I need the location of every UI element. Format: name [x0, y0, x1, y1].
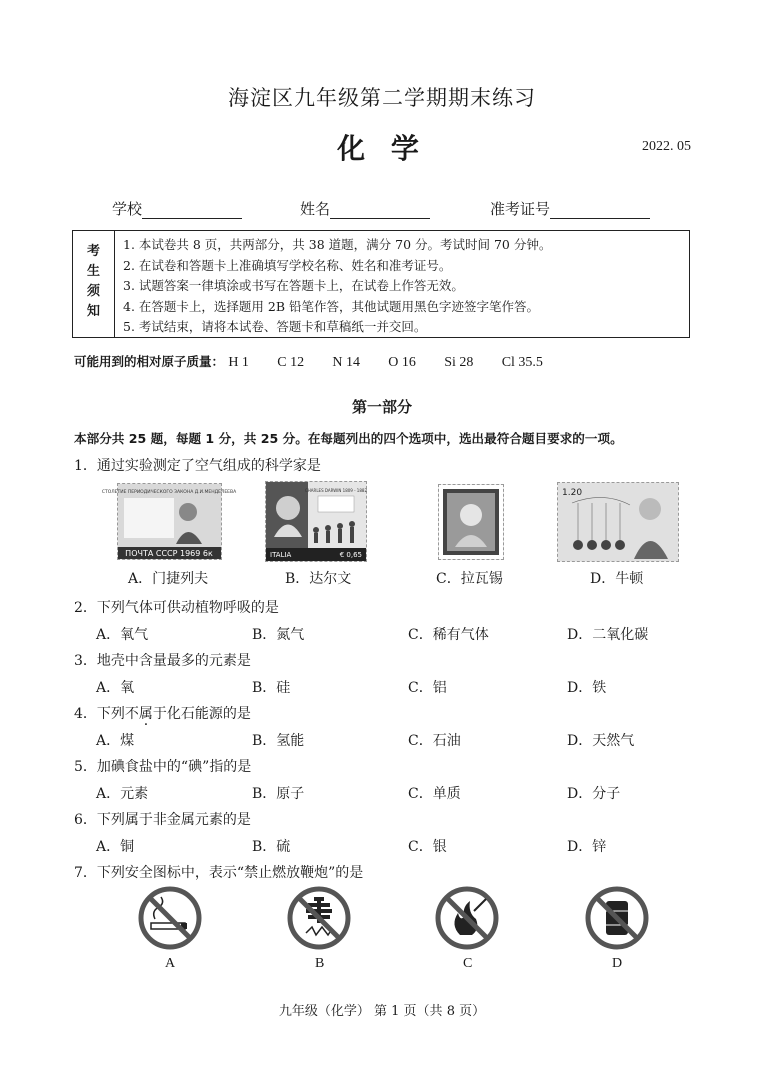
- exam-id-field[interactable]: [490, 198, 650, 219]
- question-stem: 1．通过实验测定了空气组成的科学家是: [74, 458, 321, 474]
- atomic-masses: [74, 352, 567, 371]
- candidate-notice-box: [72, 230, 690, 338]
- stamp-caption: 1.20: [562, 488, 583, 498]
- answer-option[interactable]: C．单质: [408, 786, 461, 802]
- answer-option[interactable]: A: [165, 956, 176, 971]
- notice-item: 1. 本试卷共 8 页，共两部分，共 38 道题，满分 70 分。考试时间 70 分钟。: [123, 237, 552, 252]
- no-open-flame-sign-icon[interactable]: [434, 885, 500, 951]
- lavoisier-stamp-image: [438, 484, 504, 560]
- atomic-mass: Cl 35.5: [501, 355, 543, 370]
- question-stem: 3．地壳中含量最多的元素是: [74, 653, 251, 669]
- darwin-stamp-image: [265, 481, 367, 562]
- name-label: 姓名: [300, 200, 331, 218]
- school-field[interactable]: [112, 198, 242, 219]
- school-label: 学校: [112, 200, 143, 218]
- newton-stamp-image: [557, 482, 679, 562]
- question-stem: 7．下列安全图标中，表示“禁止燃放鞭炮”的是: [74, 865, 364, 881]
- notice-label-char: 生: [86, 264, 100, 279]
- notice-label-char: 须: [86, 284, 100, 299]
- answer-option[interactable]: C．稀有气体: [408, 627, 489, 643]
- answer-option[interactable]: A．铜: [96, 839, 135, 855]
- question-stem: 5．加碘食盐中的“碘”指的是: [74, 759, 252, 775]
- notice-item: 4. 在答题卡上，选择题用 2B 铅笔作答，其他试题用黑色字迹签字笔作答。: [123, 298, 539, 314]
- answer-option[interactable]: D．天然气: [567, 733, 635, 749]
- answer-option[interactable]: D．锌: [567, 839, 607, 855]
- answer-option[interactable]: B．硅: [252, 680, 291, 696]
- notice-label-char: 知: [86, 304, 100, 319]
- atomic-mass: N 14: [332, 355, 360, 370]
- answer-option[interactable]: A．氧气: [96, 627, 149, 643]
- atomic-mass: C 12: [277, 355, 305, 370]
- answer-option[interactable]: C: [463, 956, 473, 971]
- part-intro: 本部分共 25 题，每题 1 分，共 25 分。在每题列出的四个选项中，选出最符合题目要求的一项。: [74, 431, 623, 446]
- stamp-caption: CHARLES DARWIN 1809 - 1882: [305, 488, 367, 493]
- stamp-caption: € 0,65: [339, 551, 362, 559]
- notice-label-char: 考: [86, 244, 100, 259]
- answer-option[interactable]: D: [612, 956, 623, 971]
- name-blank[interactable]: [330, 202, 430, 219]
- school-blank[interactable]: [142, 202, 242, 219]
- stamp-caption: ПОЧТА СССР 1969 6к: [125, 549, 213, 558]
- notice-items: [123, 235, 551, 338]
- answer-option[interactable]: B．氮气: [252, 627, 305, 643]
- exam-id-blank[interactable]: [550, 202, 650, 219]
- answer-option[interactable]: B．硫: [252, 839, 291, 855]
- mendeleev-stamp-image: [101, 483, 237, 560]
- answer-option[interactable]: D．二氧化碳: [567, 627, 649, 643]
- stamp-caption: ITALIA: [270, 551, 292, 559]
- atomic-mass: H 1: [228, 355, 249, 370]
- answer-option[interactable]: A．氧: [96, 680, 135, 696]
- no-flammable-barrel-sign-icon[interactable]: [584, 885, 650, 951]
- atomic-mass: O 16: [388, 355, 416, 370]
- name-field[interactable]: [300, 198, 430, 219]
- question-stem: 6．下列属于非金属元素的是: [74, 812, 251, 828]
- answer-option[interactable]: C．银: [408, 839, 447, 855]
- answer-option[interactable]: D．分子: [567, 786, 621, 802]
- answer-option[interactable]: C．拉瓦锡: [436, 571, 503, 587]
- answer-option[interactable]: B: [315, 956, 325, 971]
- atomic-mass: Si 28: [444, 355, 474, 370]
- answer-option[interactable]: A．门捷列夫: [128, 571, 209, 587]
- question-stem-text: 4．下列: [74, 706, 125, 722]
- no-smoking-sign-icon[interactable]: [137, 885, 203, 951]
- answer-option[interactable]: C．石油: [408, 733, 461, 749]
- answer-option[interactable]: D．牛顿: [590, 571, 644, 587]
- stamp-caption: СТОЛЕТИЕ ПЕРИОДИЧЕСКОГО ЗАКОНА Д.И.МЕНДЕЛЕЕВА: [101, 490, 237, 495]
- no-firecrackers-sign-icon[interactable]: [286, 885, 352, 951]
- notice-item: 2. 在试卷和答题卡上准确填写学校名称、姓名和准考证号。: [123, 257, 452, 273]
- emphasis-mark-text: 不属于: [124, 706, 167, 722]
- answer-option[interactable]: D．铁: [567, 680, 607, 696]
- notice-item: 5. 考试结束，请将本试卷、答题卡和草稿纸一并交回。: [123, 319, 427, 334]
- answer-option[interactable]: B．原子: [252, 786, 305, 802]
- answer-option[interactable]: B．达尔文: [285, 571, 352, 587]
- answer-option[interactable]: B．氢能: [252, 733, 305, 749]
- answer-option[interactable]: A．煤: [96, 733, 135, 749]
- answer-option[interactable]: A．元素: [96, 786, 149, 802]
- notice-item: 3. 试题答案一律填涂或书写在答题卡上，在试卷上作答无效。: [123, 278, 464, 293]
- atomic-masses-label: 可能用到的相对原子质量：: [74, 354, 225, 369]
- question-stem: [74, 703, 251, 723]
- notice-label: [73, 231, 115, 337]
- page-footer: 九年级（化学） 第 1 页（共 8 页）: [278, 1004, 486, 1019]
- question-stem: 2．下列气体可供动植物呼吸的是: [74, 600, 279, 616]
- part-title: 第一部分: [351, 398, 412, 416]
- exam-title: 海淀区九年级第二学期期末练习: [228, 86, 536, 110]
- exam-date: 2022. 05: [642, 139, 691, 154]
- question-stem-text: 化石能源的是: [166, 706, 251, 722]
- exam-id-label: 准考证号: [490, 200, 551, 218]
- answer-option[interactable]: C．铝: [408, 680, 447, 696]
- subject-title: 化 学: [337, 132, 427, 165]
